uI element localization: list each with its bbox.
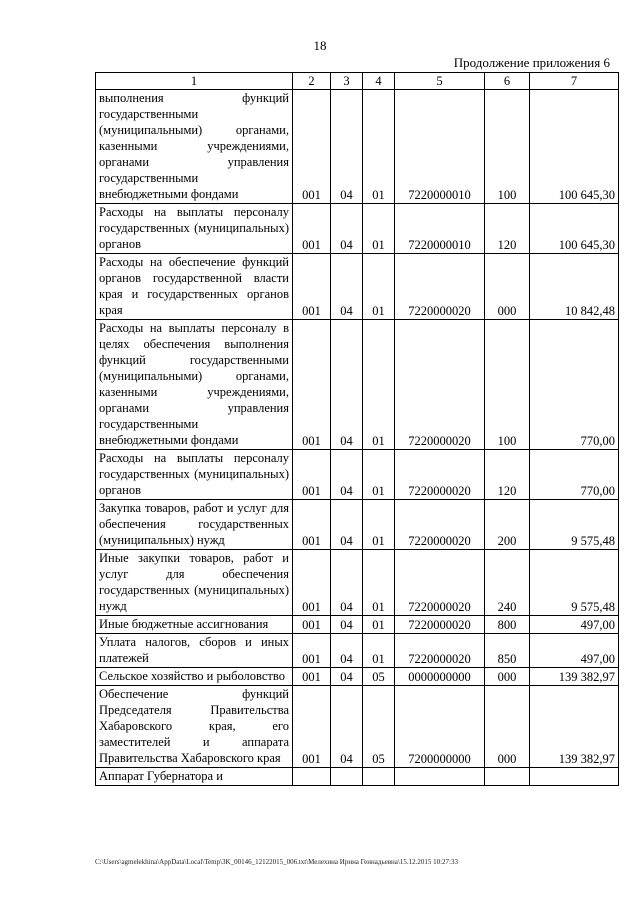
table-row [96, 686, 619, 768]
code-subsection: 01 [363, 254, 395, 320]
table-row [96, 320, 619, 450]
row-name: Обеспечение функций Председателя Правительства Хабаровского края, его заместителей и аппарата Правительства Хабаровского края [96, 686, 293, 768]
code-section [331, 768, 363, 786]
code-section: 04 [331, 90, 363, 204]
column-header-1: 1 [96, 73, 293, 90]
table-row [96, 254, 619, 320]
row-name: Уплата налогов, сборов и иных платежей [96, 634, 293, 668]
code-target: 7220000020 [395, 500, 485, 550]
code-section: 04 [331, 500, 363, 550]
amount: 770,00 [530, 320, 619, 450]
code-expense-type: 200 [485, 500, 530, 550]
table-row [96, 500, 619, 550]
amount: 9 575,48 [530, 550, 619, 616]
row-name: Аппарат Губернатора и [96, 768, 293, 786]
code-gov: 001 [293, 668, 331, 686]
code-target: 7220000020 [395, 450, 485, 500]
code-subsection: 01 [363, 450, 395, 500]
code-section: 04 [331, 550, 363, 616]
amount: 139 382,97 [530, 668, 619, 686]
code-gov: 001 [293, 254, 331, 320]
table-row [96, 616, 619, 634]
code-gov: 001 [293, 550, 331, 616]
code-subsection: 05 [363, 686, 395, 768]
code-target: 0000000000 [395, 668, 485, 686]
code-target: 7220000020 [395, 550, 485, 616]
code-section: 04 [331, 204, 363, 254]
row-name: Расходы на выплаты персоналу государственных (муниципальных) органов [96, 204, 293, 254]
row-name: Сельское хозяйство и рыболовство [96, 668, 293, 686]
code-section: 04 [331, 450, 363, 500]
code-target: 7220000020 [395, 616, 485, 634]
table-row [96, 204, 619, 254]
column-header-6: 6 [485, 73, 530, 90]
code-expense-type: 800 [485, 616, 530, 634]
code-section: 04 [331, 254, 363, 320]
amount: 770,00 [530, 450, 619, 500]
code-section: 04 [331, 668, 363, 686]
row-name: Расходы на обеспечение функций органов государственной власти края и государственных органов края [96, 254, 293, 320]
code-gov: 001 [293, 450, 331, 500]
file-path-footer: C:\Users\agmelekhina\AppData\Local\Temp\3K_00146_12122015_006.txt\Мелехина Ирина Геннадьевна\15.12.2015 10:27:33 [95, 858, 458, 866]
continuation-label: Продолжение приложения 6 [453, 55, 610, 70]
code-target: 7220000010 [395, 90, 485, 204]
amount: 10 842,48 [530, 254, 619, 320]
code-expense-type: 100 [485, 90, 530, 204]
column-header-5: 5 [395, 73, 485, 90]
code-gov: 001 [293, 616, 331, 634]
row-name: Иные закупки товаров, работ и услуг для обеспечения государственных (муниципальных) нужд [96, 550, 293, 616]
amount [530, 768, 619, 786]
table-row [96, 450, 619, 500]
code-gov: 001 [293, 500, 331, 550]
row-name: Иные бюджетные ассигнования [96, 616, 293, 634]
code-expense-type: 850 [485, 634, 530, 668]
code-expense-type: 000 [485, 686, 530, 768]
code-gov: 001 [293, 204, 331, 254]
code-expense-type [485, 768, 530, 786]
code-subsection: 01 [363, 320, 395, 450]
code-expense-type: 100 [485, 320, 530, 450]
amount: 139 382,97 [530, 686, 619, 768]
row-name: Расходы на выплаты персоналу в целях обеспечения выполнения функций государственными (муниципальными) органами, казенными учреждениями, органами управления государственными внебюджетными фондами [96, 320, 293, 450]
code-gov: 001 [293, 634, 331, 668]
code-target: 7220000020 [395, 254, 485, 320]
row-name: Закупка товаров, работ и услуг для обеспечения государственных (муниципальных) нужд [96, 500, 293, 550]
table-row [96, 634, 619, 668]
code-expense-type: 000 [485, 668, 530, 686]
code-subsection: 01 [363, 204, 395, 254]
table-row [96, 90, 619, 204]
code-subsection: 01 [363, 500, 395, 550]
code-expense-type: 120 [485, 450, 530, 500]
code-section: 04 [331, 634, 363, 668]
code-expense-type: 120 [485, 204, 530, 254]
code-subsection: 05 [363, 668, 395, 686]
code-target: 7200000000 [395, 686, 485, 768]
column-header-3: 3 [331, 73, 363, 90]
code-section: 04 [331, 616, 363, 634]
table-body [96, 90, 619, 786]
code-gov: 001 [293, 320, 331, 450]
code-target: 7220000020 [395, 320, 485, 450]
code-expense-type: 240 [485, 550, 530, 616]
budget-table [95, 72, 619, 786]
amount: 100 645,30 [530, 90, 619, 204]
code-target: 7220000010 [395, 204, 485, 254]
table-row [96, 550, 619, 616]
column-header-2: 2 [293, 73, 331, 90]
amount: 497,00 [530, 634, 619, 668]
code-subsection [363, 768, 395, 786]
code-gov: 001 [293, 90, 331, 204]
header-row [96, 73, 619, 90]
amount: 100 645,30 [530, 204, 619, 254]
code-section: 04 [331, 320, 363, 450]
table-row [96, 768, 619, 786]
amount: 497,00 [530, 616, 619, 634]
code-target [395, 768, 485, 786]
row-name: Расходы на выплаты персоналу государственных (муниципальных) органов [96, 450, 293, 500]
page-number: 18 [313, 38, 327, 53]
code-expense-type: 000 [485, 254, 530, 320]
code-section: 04 [331, 686, 363, 768]
column-header-4: 4 [363, 73, 395, 90]
table-row [96, 668, 619, 686]
code-subsection: 01 [363, 634, 395, 668]
column-header-7: 7 [530, 73, 619, 90]
code-subsection: 01 [363, 550, 395, 616]
code-subsection: 01 [363, 90, 395, 204]
amount: 9 575,48 [530, 500, 619, 550]
code-subsection: 01 [363, 616, 395, 634]
code-gov: 001 [293, 686, 331, 768]
code-target: 7220000020 [395, 634, 485, 668]
row-name: выполнения функций государственными (муниципальными) органами, казенными учреждениями, органами управления государственными внебюджетными фондами [96, 90, 293, 204]
code-gov [293, 768, 331, 786]
